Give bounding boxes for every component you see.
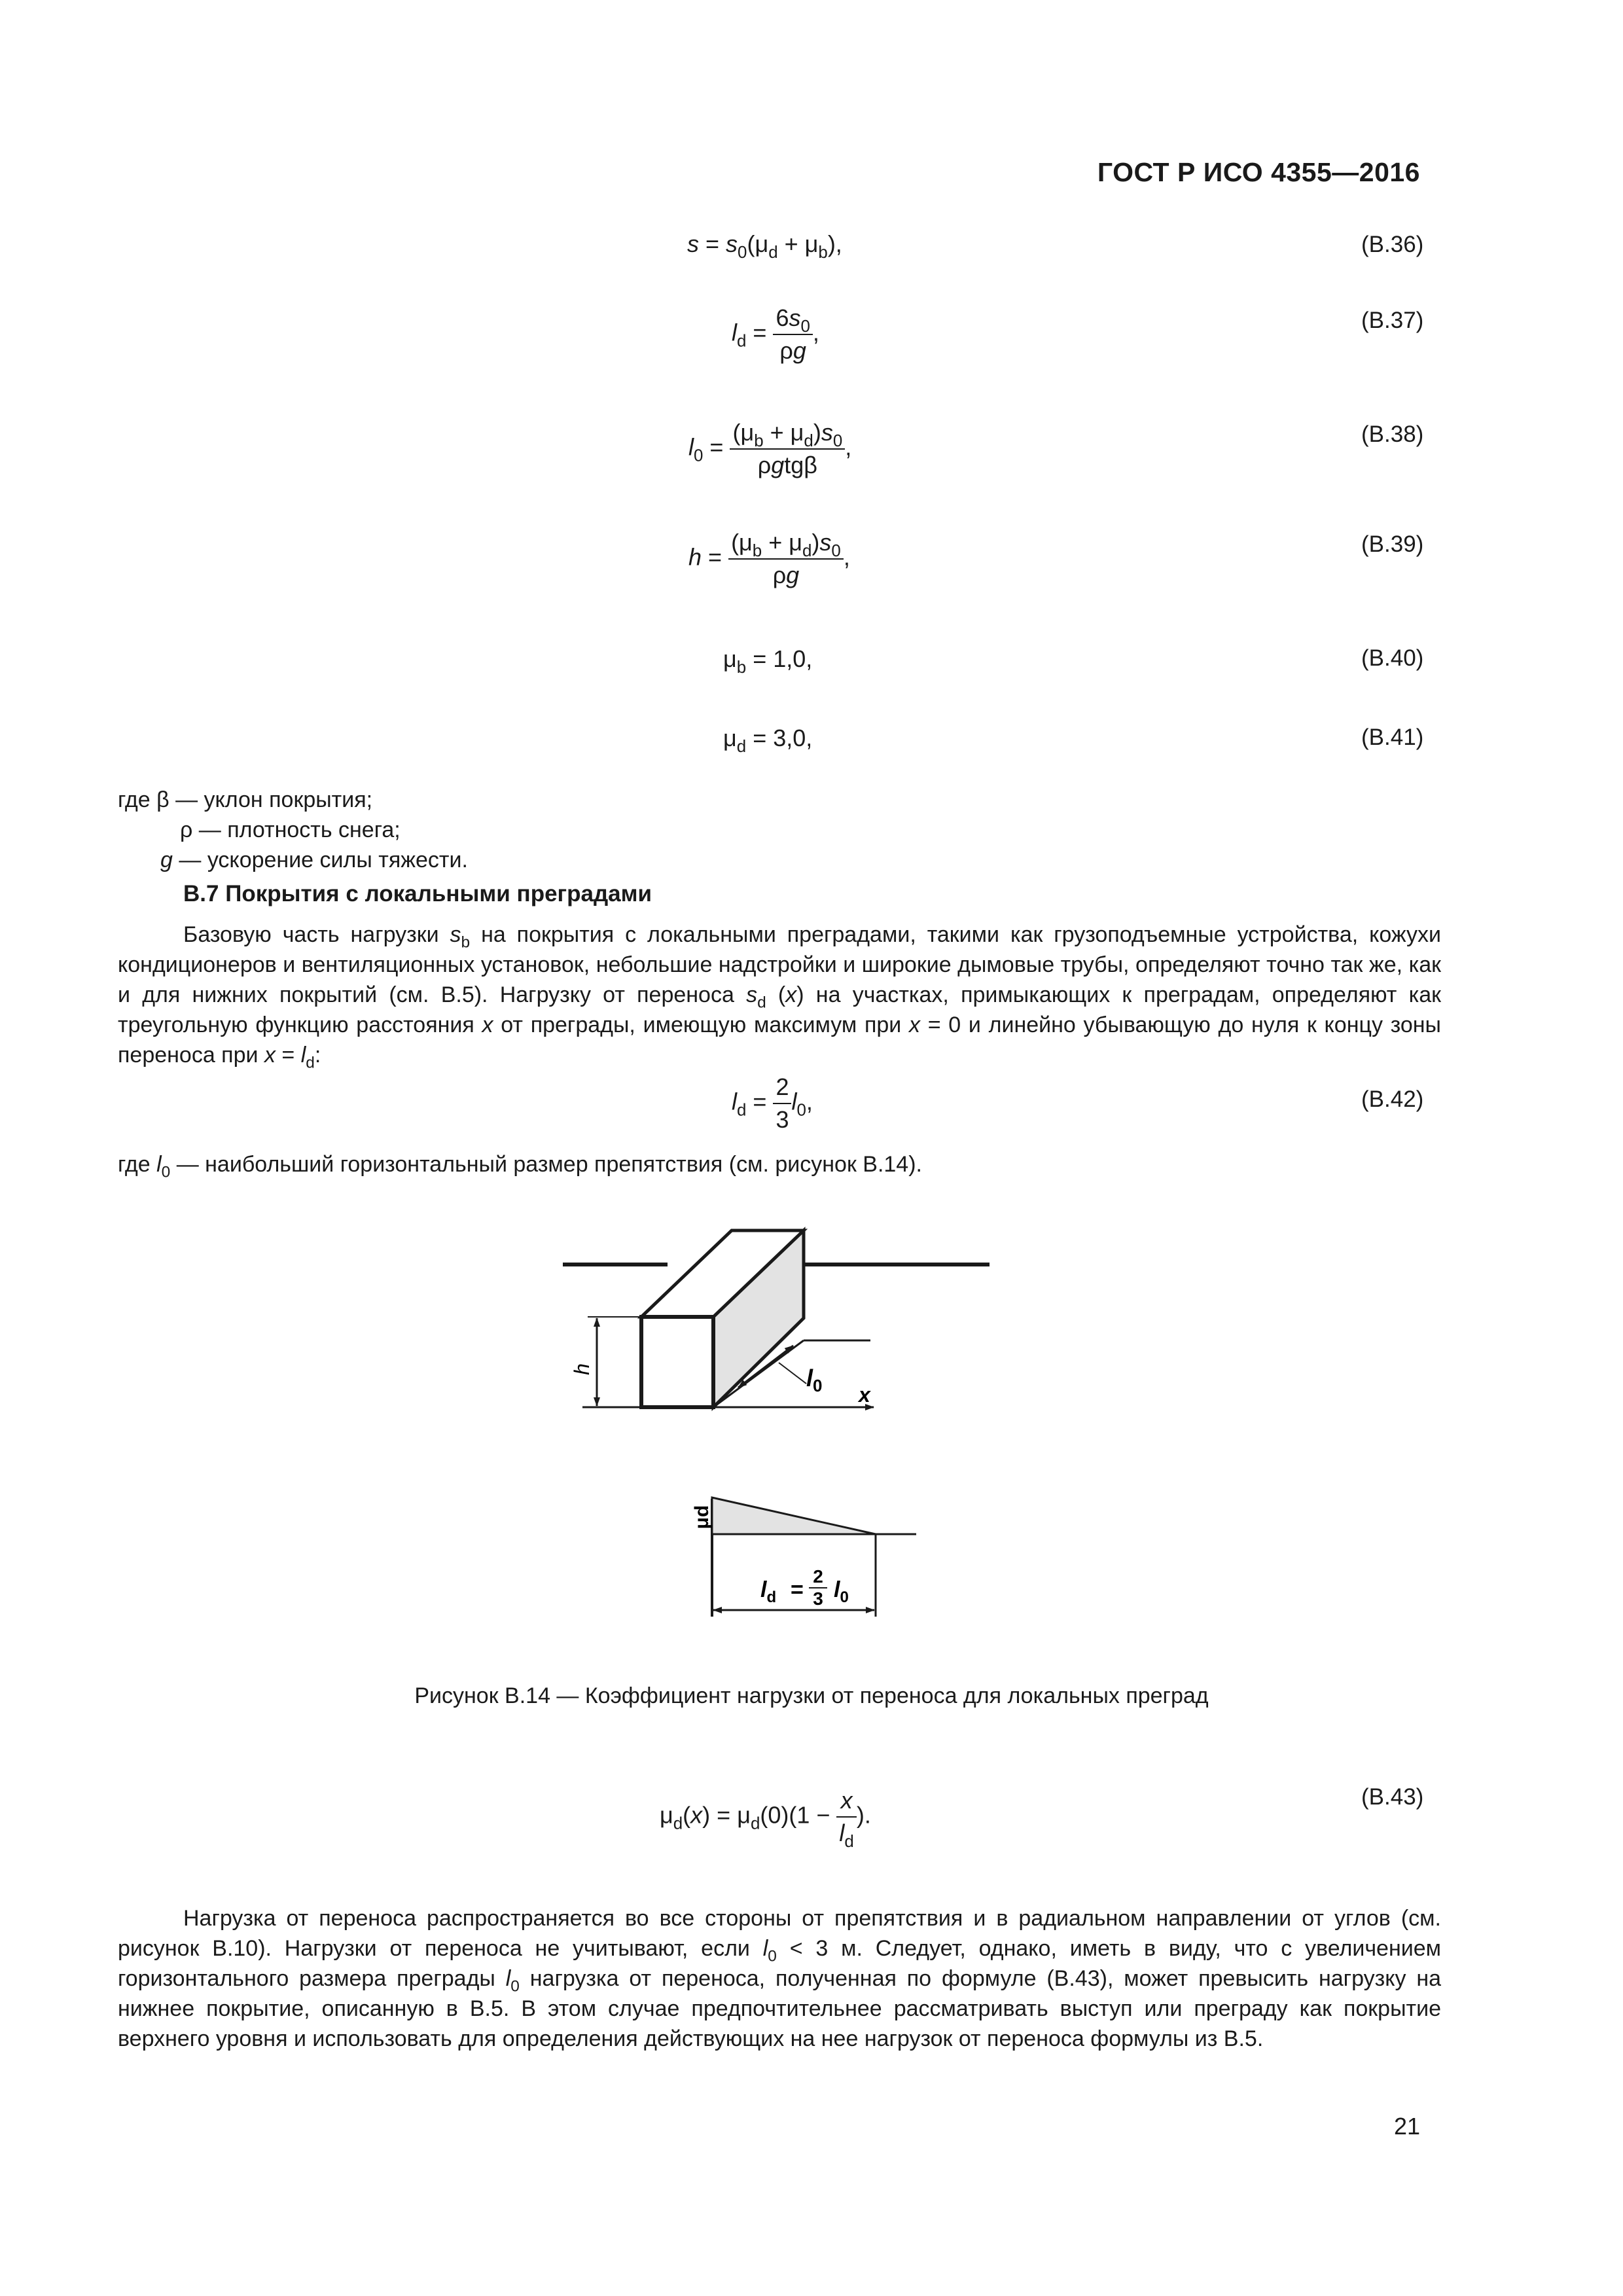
drift-load-triangle: [712, 1498, 876, 1534]
equation-number: (B.36): [1361, 232, 1424, 257]
svg-text:=: =: [791, 1577, 804, 1602]
figure-caption: Рисунок B.14 — Коэффициент нагрузки от переноса для локальных преград: [414, 1683, 1209, 1708]
svg-text:3: 3: [813, 1588, 823, 1609]
section-heading: B.7 Покрытия с локальными преградами: [183, 881, 652, 906]
page-number: 21: [1393, 2113, 1420, 2140]
equation-number: (B.40): [1361, 645, 1424, 671]
equation-number: (B.43): [1361, 1784, 1424, 1810]
where-beta: где β — уклон покрытия;: [118, 787, 373, 812]
equation-b40: $\mu_b = 1,0$,: [723, 645, 813, 677]
equation-b37: $l_d$ = $\frac{6s_0}{\rho g}$ ,: [732, 304, 819, 364]
equation-b36: $s = s_0(\mu_d + \mu_b)$,: [687, 230, 842, 262]
equation-b39: h = $\frac{(\mu_b + \mu_d)s_0}{\rho g}$ ,: [688, 529, 850, 588]
equation-number: (B.37): [1361, 308, 1424, 333]
label-mu-d: μd: [691, 1505, 713, 1530]
label-h: h: [570, 1363, 594, 1375]
equation-number: (B.42): [1361, 1086, 1424, 1112]
where-rho: ρ — плотность снега;: [180, 817, 401, 842]
label-l0: $l_0$: [806, 1365, 823, 1395]
document-code: ГОСТ Р ИСО 4355—2016: [1097, 157, 1420, 187]
where-g: g — ускорение силы тяжести.: [160, 848, 468, 872]
svg-text:2: 2: [813, 1566, 823, 1587]
equation-b41: $\mu_d = 3,0$,: [723, 725, 813, 757]
paragraph-drift-spread: Нагрузка от переноса распространяется во все стороны от препятствия и в радиальном направлении от углов (см. рисунок B.10). Нагрузки от переноса не учитывают, если $l_0 < 3$ м. Следует, однако, иметь в виду, что с увеличением горизонтального размера преграды $l_0$ нагрузка от переноса, полученная по формуле (B.43), может превысить нагрузку на нижнее покрытие, описанную в B.5. В этом случае предпочтительнее рассматривать выступ или преграду как покрытие верхнего уровня и использовать для определения действующих на нее нагрузок от переноса формулы из B.5.: [118, 1906, 1442, 2051]
paragraph-base-load: Базовую часть нагрузки $s_b$ на покрытия с локальными преградами, такими как грузоподъемные устройства, кожухи кондиционеров и вентиляционных установок, небольшие надстройки и широкие дымовые трубы, определяют точно так же, как и для нижних покрытий (см. B.5). Нагрузку от переноса $s_d$ (x) на участках, примыкающих к преградам, определяют как треугольную функцию расстояния x от преграды, имеющую максимум при x = 0 и линейно убывающую до нуля к концу зоны переноса при $x = l_d$:: [118, 922, 1442, 1072]
equation-number: (B.39): [1361, 531, 1424, 557]
svg-text:l0: $l_0$: [834, 1577, 849, 1606]
equation-b42: $l_d$ = $\frac{2}{3}$ $l_0$,: [732, 1073, 813, 1133]
figure-b14-diagram: [563, 1224, 995, 1643]
equation-b38: $l_0$ = $\frac{(\mu_b + \mu_d)s_0}{\text{ρgtgβ}}$ ,: [688, 419, 852, 478]
where-l0: где $l_0$ — наибольший горизонтальный размер препятствия (см. рисунок B.14).: [118, 1152, 922, 1181]
obstacle-front-face: [641, 1317, 713, 1407]
equation-number: (B.38): [1361, 422, 1424, 447]
label-ld: $l_d$: [760, 1577, 777, 1606]
equation-number: (B.41): [1361, 725, 1424, 750]
equation-b43: $\mu_d(x) = \mu_d(0)(1$ − $\frac{x}{l_d}$ ).: [660, 1787, 871, 1852]
label-x: x: [859, 1383, 870, 1407]
